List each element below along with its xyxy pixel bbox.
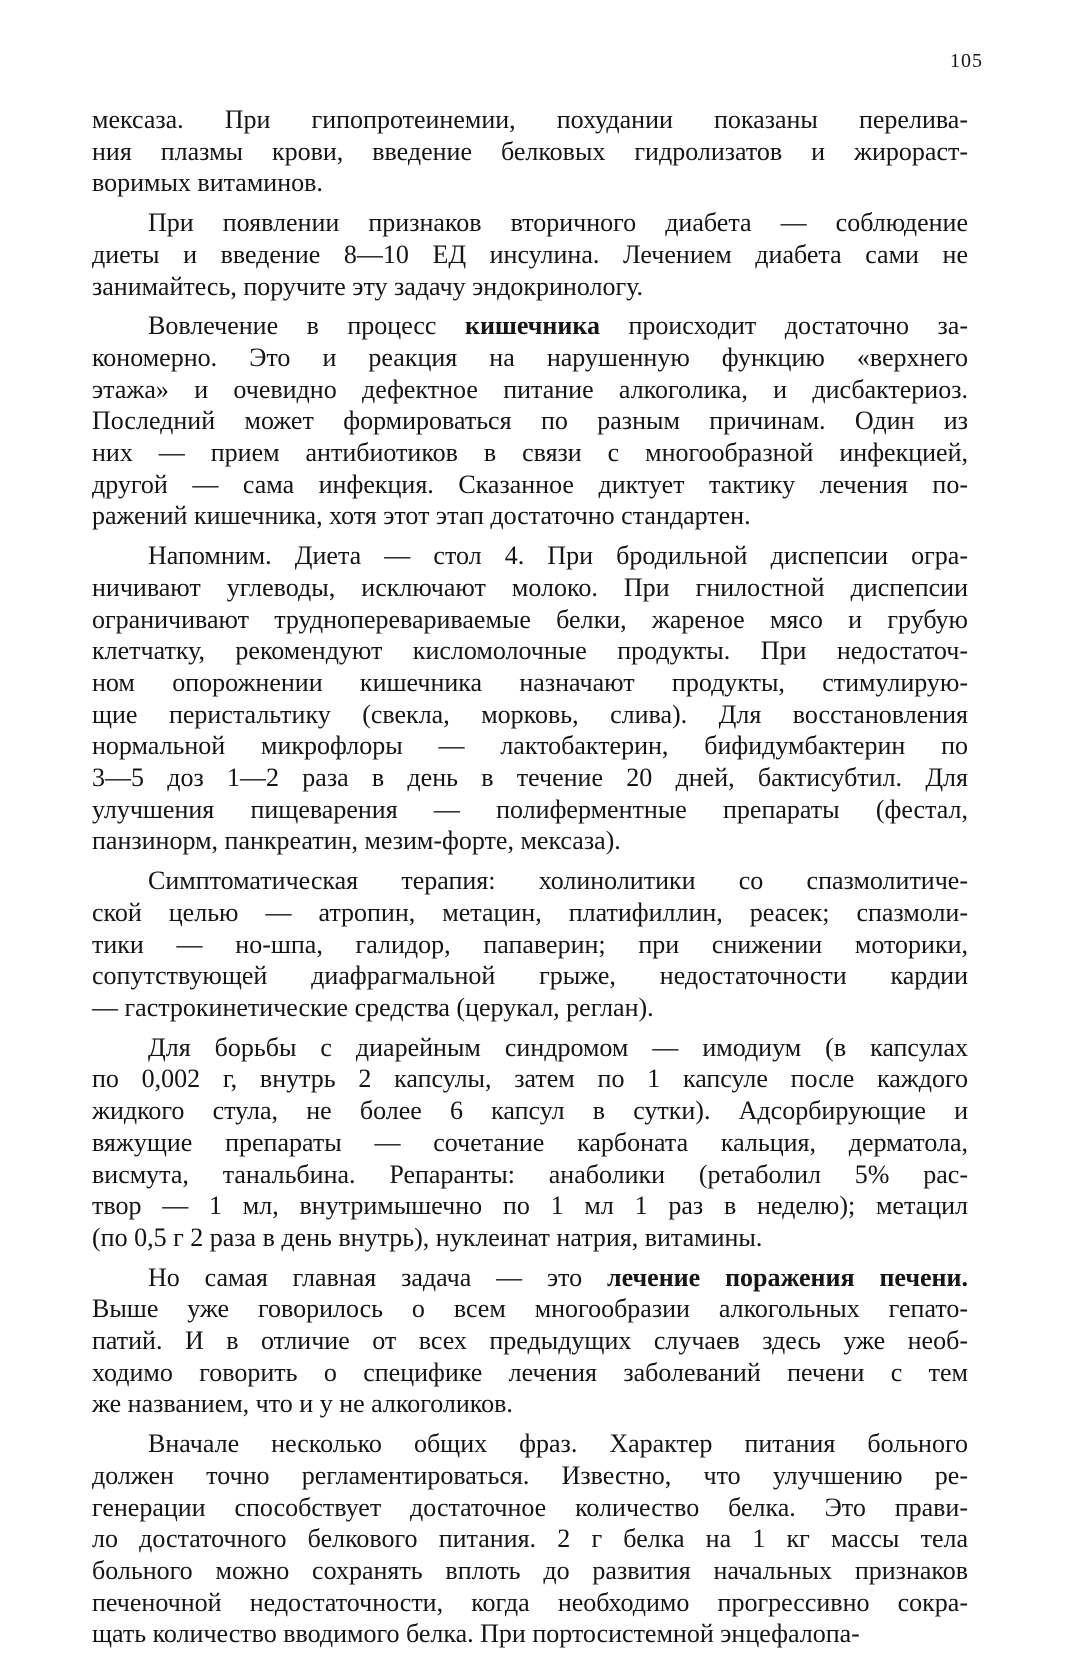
text-line: диеты и введение 8—10 ЕД инсулина. Лечением диабета сами не — [92, 239, 968, 269]
text-line: сопутствующей диафрагмальной грыже, недостаточности кардии — [92, 961, 968, 991]
paragraph — [92, 207, 968, 302]
text-line: ской целью — атропин, метацин, платифиллин, реасек; спазмоли- — [92, 897, 968, 927]
paragraph — [92, 104, 968, 199]
text-line: Симптоматическая терапия: холинолитики со спазмолитиче- — [148, 866, 968, 896]
text-line: тики — но-шпа, галидор, папаверин; при снижении моторики, — [92, 929, 968, 959]
text-line: Напомним. Диета — стол 4. При бродильной диспепсии огра- — [148, 541, 968, 571]
text-line: нормальной микрофлоры — лактобактерин, бифидумбактерин по — [92, 731, 968, 761]
paragraph — [92, 1262, 968, 1421]
text-line: клетчатку, рекомендуют кисломолочные продукты. При недостаточ- — [92, 636, 968, 666]
text-line: воримых витаминов. — [92, 168, 323, 198]
body-text — [92, 104, 968, 1658]
text-line: твор — 1 мл, внутримышечно по 1 мл 1 раз в неделю); метацил — [92, 1191, 968, 1221]
text-line: мексаза. При гипопротеинемии, похудании показаны перелива- — [92, 105, 968, 134]
text-line: Но самая главная задача — это лечение поражения печени. — [148, 1262, 968, 1292]
text-line: щать количество вводимого белка. При портосистемной энцефалопа- — [92, 1619, 860, 1649]
text-line: ло достаточного белкового питания. 2 г белка на 1 кг массы тела — [92, 1524, 968, 1554]
text-line: Последний может формироваться по разным причинам. Один из — [92, 406, 968, 436]
text-line: Вовлечение в процесс кишечника происходит достаточно за- — [148, 311, 969, 341]
text-line: другой — сама инфекция. Сказанное диктует тактику лечения по- — [92, 469, 968, 499]
text-line: Вначале несколько общих фраз. Характер питания больного — [148, 1429, 968, 1459]
text-line: генерации способствует достаточное количество белка. Это прави- — [92, 1492, 968, 1522]
text-line: больного можно сохранять вплоть до развития начальных признаков — [92, 1555, 968, 1585]
paragraph — [92, 540, 968, 857]
text-line: висмута, танальбина. Репаранты: анаболики (ретаболил 5% рас- — [92, 1159, 968, 1189]
text-line: (по 0,5 г 2 раза в день внутрь), нуклеинат натрия, витамины. — [92, 1222, 763, 1252]
text-line: Выше уже говорилось о всем многообразии алкогольных гепато- — [92, 1294, 968, 1324]
paragraph — [92, 310, 968, 532]
text-line: вяжущие препараты — сочетание карбоната кальция, дерматола, — [92, 1127, 968, 1157]
text-line: занимайтесь, поручите эту задачу эндокринологу. — [92, 271, 644, 301]
text-line: жидкого стула, не более 6 капсул в сутки). Адсорбирующие и — [92, 1096, 968, 1126]
text-line: щие перистальтику (свекла, морковь, слива). Для восстановления — [92, 699, 968, 729]
text-line: по 0,002 г, внутрь 2 капсулы, затем по 1 капсуле после каждого — [92, 1064, 968, 1094]
text-line: — гастрокинетические средства (церукал, реглан). — [92, 992, 654, 1022]
paragraph — [92, 865, 968, 1024]
text-line: ничивают углеводы, исключают молоко. При гнилостной диспепсии — [92, 572, 968, 602]
text-line: должен точно регламентироваться. Известно, что улучшению ре- — [92, 1460, 968, 1490]
text-line: ном опорожнении кишечника назначают продукты, стимулирую- — [92, 667, 968, 697]
text-line: же названием, что и у не алкоголиков. — [92, 1389, 513, 1419]
text-line: этажа» и очевидно дефектное питание алкоголика, и дисбактериоз. — [92, 374, 968, 404]
text-line: ния плазмы крови, введение белковых гидролизатов и жирораст- — [92, 136, 968, 166]
text-line: кономерно. Это и реакция на нарушенную функцию «верхнего — [92, 342, 968, 372]
text-line: 3—5 доз 1—2 раза в день в течение 20 дней, бактисубтил. Для — [92, 763, 968, 793]
text-line: При появлении признаков вторичного диабета — соблюдение — [148, 208, 968, 238]
paragraph — [92, 1428, 968, 1650]
text-line: панзинорм, панкреатин, мезим-форте, мексаза). — [92, 826, 621, 856]
text-line: ражений кишечника, хотя этот этап достаточно стандартен. — [92, 501, 751, 531]
paragraph — [92, 1032, 968, 1254]
text-line: печеночной недостаточности, когда необходимо прогрессивно сокра- — [92, 1587, 968, 1617]
text-line: ограничивают трудноперевариваемые белки, жареное мясо и грубую — [92, 604, 968, 634]
text-line: патий. И в отличие от всех предыдущих случаев здесь уже необ- — [92, 1326, 968, 1356]
page-number: 105 — [950, 50, 983, 72]
text-line: них — прием антибиотиков в связи с многообразной инфекцией, — [92, 438, 968, 468]
text-line: улучшения пищеварения — полиферментные препараты (фестал, — [92, 794, 968, 824]
text-line: Для борьбы с диарейным синдромом — имодиум (в капсулах — [148, 1032, 968, 1062]
text-line: ходимо говорить о специфике лечения заболеваний печени с тем — [92, 1357, 968, 1387]
